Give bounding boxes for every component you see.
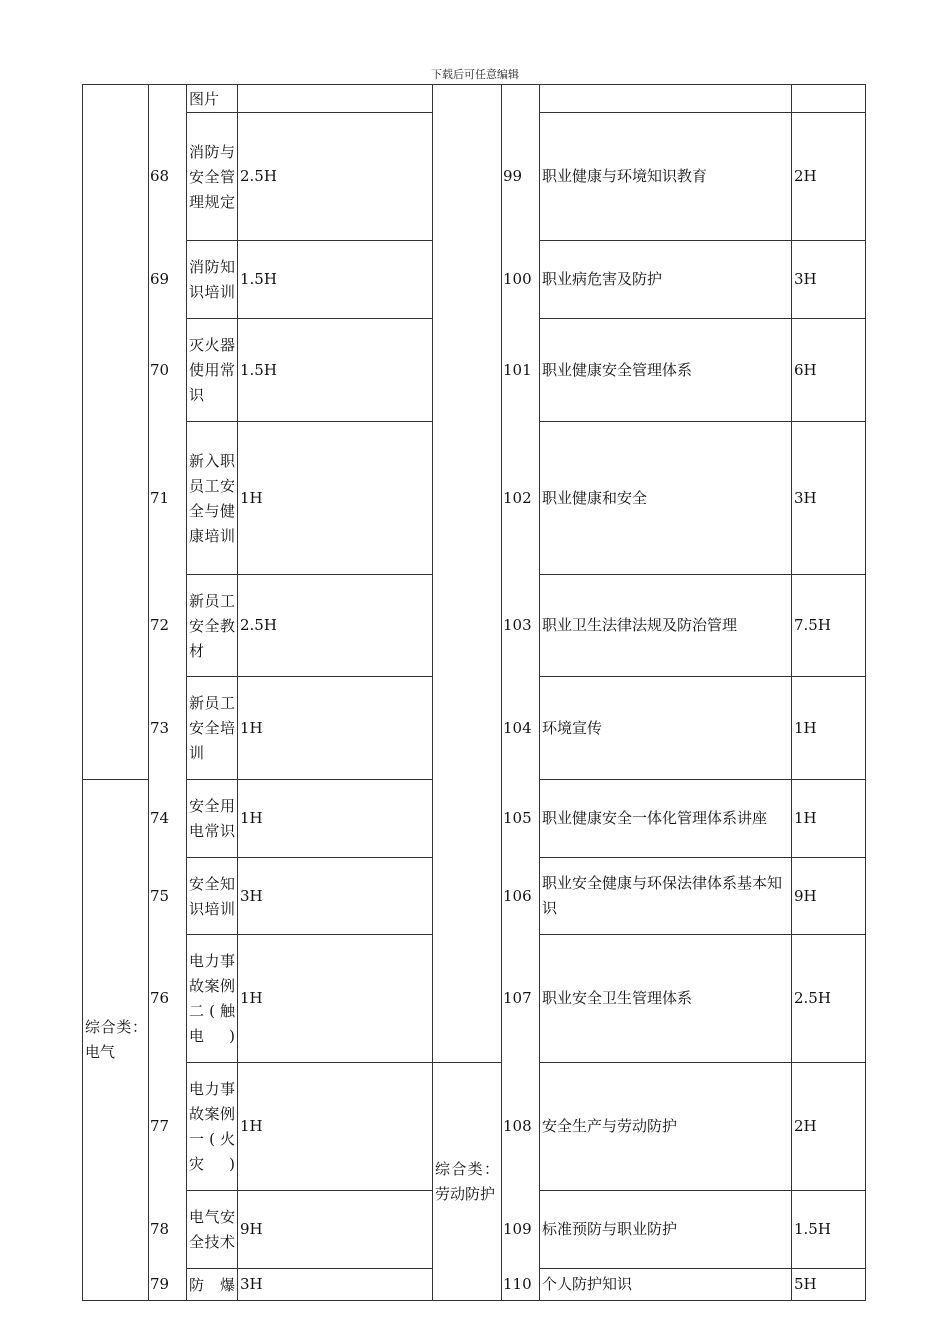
left-row-duration: 3H	[237, 1268, 433, 1301]
left-row-title	[186, 1062, 238, 1191]
cell-text: 电力事故案例一(火灾)	[189, 1080, 235, 1173]
cell-text: 电气安全技术	[189, 1208, 235, 1251]
right-row-duration	[791, 84, 866, 113]
right-row-duration: 1H	[791, 779, 866, 858]
left-row-title	[186, 421, 238, 575]
left-row-duration: 2.5H	[237, 574, 433, 677]
left-row-title	[186, 240, 238, 319]
left-row-number: 75	[150, 886, 170, 905]
left-row-duration: 1.5H	[237, 318, 433, 422]
left-row-number: 71	[150, 488, 170, 507]
right-row-duration: 2H	[791, 1062, 866, 1191]
left-row-number: 78	[150, 1220, 170, 1238]
right-row-duration: 3H	[791, 421, 866, 575]
left-row-title	[186, 1268, 238, 1301]
left-row-title	[186, 112, 238, 241]
right-row-duration: 1.5H	[791, 1190, 866, 1269]
cell-text: 综合类：电气	[85, 1018, 147, 1061]
cell-text: 职业健康与环境知识教育	[542, 167, 708, 185]
right-row-number: 106	[503, 886, 532, 905]
cell-text: 安全用电常识	[189, 797, 235, 840]
cell-text: 职业健康安全一体化管理体系讲座	[542, 809, 768, 827]
right-row-number: 108	[503, 1117, 532, 1135]
cell-text: 综合类：劳动防护	[435, 1159, 499, 1203]
left-row-title	[186, 676, 238, 780]
cell-text: 标准预防与职业防护	[542, 1220, 678, 1238]
cell-text: 消防知识培训	[189, 258, 235, 301]
cell-text: 防爆	[189, 1275, 235, 1294]
right-row-number: 110	[503, 1275, 532, 1293]
right-row-number	[501, 84, 541, 112]
right-row-number: 104	[503, 718, 532, 737]
left-row-duration: 1H	[237, 676, 433, 780]
right-row-number: 102	[503, 488, 532, 507]
left-row-number: 77	[150, 1117, 170, 1135]
left-category-cell	[82, 779, 149, 1301]
left-row-number: 70	[150, 360, 170, 379]
left-row-title	[186, 1190, 238, 1269]
cell-text: 电力事故案例二(触电)	[189, 952, 235, 1045]
right-row-duration: 2H	[791, 112, 866, 241]
right-row-number: 107	[503, 989, 532, 1007]
right-row-title	[539, 318, 792, 422]
right-row-title	[539, 779, 792, 858]
left-row-title	[186, 779, 238, 858]
right-row-title	[539, 1062, 792, 1191]
right-row-number: 100	[503, 270, 532, 288]
right-row-duration: 6H	[791, 318, 866, 422]
left-row-duration: 1H	[237, 1062, 433, 1191]
cell-text: 职业安全卫生管理体系	[542, 989, 693, 1007]
left-row-duration: 3H	[237, 857, 433, 935]
right-category-cell	[432, 84, 502, 1063]
cell-text: 新员工安全教材	[189, 591, 235, 660]
page-header-note: 下载后可任意编辑	[431, 68, 519, 81]
right-row-number: 109	[503, 1220, 532, 1238]
cell-text: 职业健康和安全	[542, 488, 648, 507]
left-row-duration: 1H	[237, 934, 433, 1063]
right-row-number: 103	[503, 616, 532, 634]
left-row-number: 76	[150, 989, 170, 1007]
left-row-title	[186, 84, 238, 113]
right-row-title	[539, 934, 792, 1063]
right-row-number: 101	[503, 360, 532, 379]
right-row-title	[539, 421, 792, 575]
left-row-number: 72	[150, 616, 170, 634]
cell-text: 安全知识培训	[189, 874, 235, 918]
right-row-duration: 5H	[791, 1268, 866, 1301]
right-row-title	[539, 857, 792, 935]
left-row-title	[186, 857, 238, 935]
cell-text: 安全生产与劳动防护	[542, 1117, 678, 1135]
right-row-title	[539, 1268, 792, 1301]
right-row-title	[539, 1190, 792, 1269]
cell-text: 职业病危害及防护	[542, 270, 663, 288]
left-row-title	[186, 318, 238, 422]
cell-text: 新员工安全培训	[189, 694, 235, 762]
right-row-number: 99	[503, 167, 523, 185]
right-row-duration: 2.5H	[791, 934, 866, 1063]
right-row-title	[539, 574, 792, 677]
cell-text: 职业安全健康与环保法律体系基本知识	[542, 874, 783, 917]
left-row-number: 74	[150, 809, 170, 827]
cell-text: 环境宣传	[542, 718, 603, 737]
left-row-number: 73	[150, 718, 170, 737]
left-row-duration: 1H	[237, 779, 433, 858]
right-row-title	[539, 84, 792, 113]
left-row-duration	[237, 84, 433, 113]
left-row-number: 68	[150, 167, 170, 185]
cell-text: 职业健康安全管理体系	[542, 360, 693, 379]
left-row-duration: 1H	[237, 421, 433, 575]
right-row-title	[539, 112, 792, 241]
left-row-number: 69	[150, 270, 170, 288]
right-row-title	[539, 676, 792, 780]
left-row-number: 79	[150, 1275, 170, 1293]
left-row-duration: 2.5H	[237, 112, 433, 241]
right-row-duration: 7.5H	[791, 574, 866, 677]
cell-text: 新入职员工安全与健康培训	[189, 451, 235, 545]
cell-text: 职业卫生法律法规及防治管理	[542, 616, 738, 634]
right-row-title	[539, 240, 792, 319]
left-row-title	[186, 574, 238, 677]
right-row-duration: 9H	[791, 857, 866, 935]
cell-text: 灭火器使用常识	[189, 336, 235, 404]
left-row-duration: 9H	[237, 1190, 433, 1269]
left-row-duration: 1.5H	[237, 240, 433, 319]
right-category-cell	[432, 1062, 502, 1301]
right-row-duration: 1H	[791, 676, 866, 780]
cell-text: 消防与安全管理规定	[189, 142, 235, 211]
cell-text: 图片	[189, 89, 220, 108]
left-category-cell	[82, 84, 149, 780]
left-row-title	[186, 934, 238, 1063]
right-row-number: 105	[503, 809, 532, 827]
right-row-duration: 3H	[791, 240, 866, 319]
left-row-number	[148, 84, 188, 112]
cell-text: 个人防护知识	[542, 1275, 633, 1293]
